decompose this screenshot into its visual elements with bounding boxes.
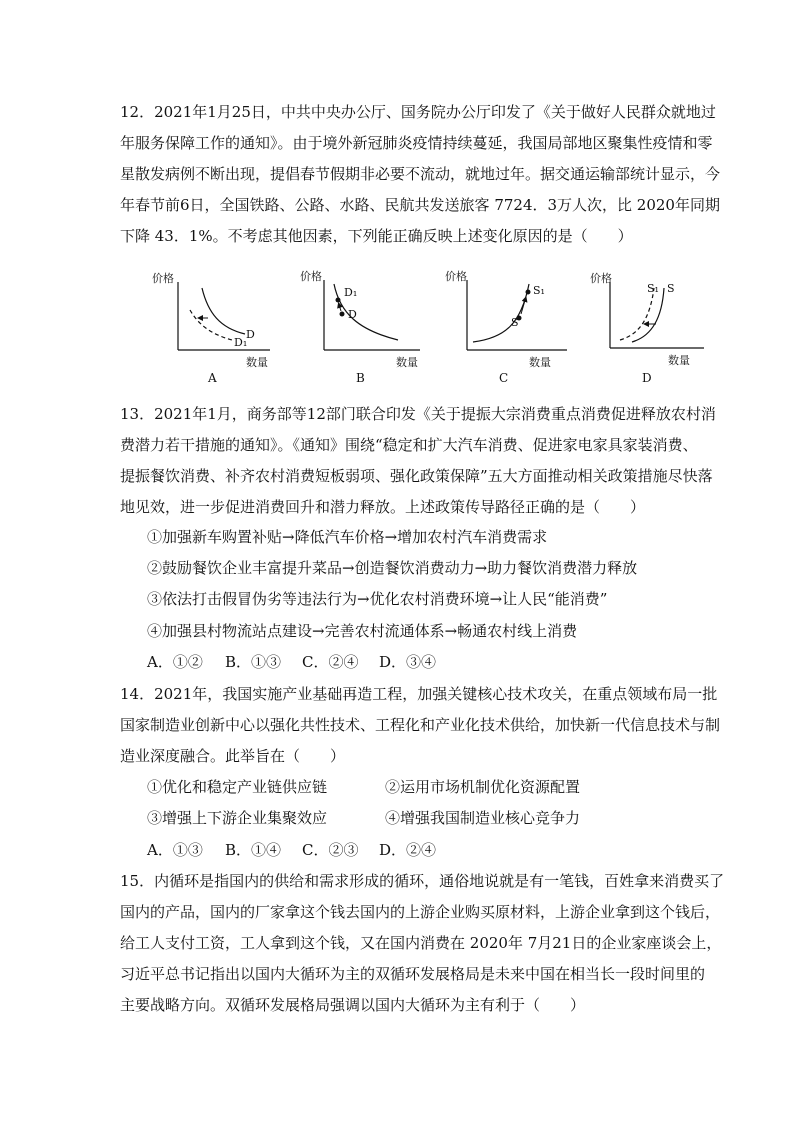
q13-choice-d[interactable]: D．③④	[379, 653, 437, 671]
point-d1	[336, 298, 341, 303]
option-label: A	[208, 371, 217, 385]
curve-label: D₁	[234, 336, 248, 349]
point-s1	[526, 290, 531, 295]
q12-line: 12．2021年1月25日，中共中央办公厅、国务院办公厅印发了《关于做好人民群众就地过	[120, 103, 716, 121]
q14-choice-b[interactable]: B．①④	[225, 841, 282, 859]
q14-line: 造业深度融合。此举旨在（ ）	[120, 747, 346, 765]
q14-item: ③增强上下游企业集聚效应	[147, 809, 328, 827]
y-axis-label: 价格	[152, 272, 174, 285]
q14-item: ②运用市场机制优化资源配置	[385, 778, 581, 796]
q13-item: ④加强县村物流站点建设→完善农村流通体系→畅通农村线上消费	[147, 622, 578, 640]
q13-choice-a[interactable]: A．①②	[147, 653, 203, 671]
q14-line: 14．2021年，我国实施产业基础再造工程，加强关键核心技术攻关，在重点领域布局一批	[120, 685, 718, 703]
graph-a	[150, 268, 280, 388]
q12-line: 下降 43．1%。不考虑其他因素，下列能正确反映上述变化原因的是（ ）	[120, 227, 633, 245]
q14-item: ①优化和稳定产业链供应链	[147, 778, 328, 796]
option-label: D	[642, 371, 652, 385]
x-axis-label: 数量	[529, 356, 551, 369]
q14-choice-c[interactable]: C．②③	[302, 841, 359, 859]
q15-line: 给工人支付工资，工人拿到这个钱，又在国内消费在 2020年 7月21日的企业家座谈会上，	[120, 934, 722, 952]
q13-line: 提振餐饮消费、补齐农村消费短板弱项、强化政策保障”五大方面推动相关政策措施尽快落	[120, 467, 713, 485]
q12-line: 年春节前6日，全国铁路、公路、水路、民航共发送旅客 7724．3万人次，比 2020年同期	[120, 196, 720, 214]
q14-item: ④增强我国制造业核心竞争力	[385, 809, 581, 827]
question-15	[120, 866, 725, 1021]
q13-item: ③依法打击假冒伪劣等违法行为→优化农村消费环境→让人民“能消费”	[147, 590, 608, 608]
movement-arrow	[521, 297, 526, 314]
x-axis-label: 数量	[668, 354, 690, 367]
graph-c	[445, 268, 575, 388]
demand-curve-d	[202, 288, 245, 334]
question-12	[120, 97, 721, 252]
x-axis-label: 数量	[396, 356, 418, 369]
curve-label: D	[246, 328, 255, 341]
q12-line: 年服务保障工作的通知》。由于境外新冠肺炎疫情持续蔓延，我国局部地区聚集性疫情和零	[120, 134, 713, 152]
y-axis-label: 价格	[445, 270, 467, 283]
y-axis-label: 价格	[300, 270, 322, 283]
q12-line: 星散发病例不断出现，提倡春节假期非必要不流动，就地过年。据交通运输部统计显示，今	[120, 165, 721, 183]
point-label: D₁	[344, 286, 358, 299]
point-label: D	[348, 308, 357, 321]
q13-line: 地见效，进一步促进消费回升和潜力释放。上述政策传导路径正确的是（ ）	[120, 498, 646, 516]
q13-item: ②鼓励餐饮企业丰富提升菜品→创造餐饮消费动力→助力餐饮消费潜力释放	[147, 559, 638, 577]
graph-b	[300, 268, 430, 388]
point-label: S₁	[533, 284, 545, 297]
q14-choice-d[interactable]: D．②④	[379, 841, 437, 859]
q13-item: ①加强新车购置补贴→降低汽车价格→增加农村汽车消费需求	[147, 528, 548, 546]
x-axis-label: 数量	[246, 356, 268, 369]
option-label: B	[356, 371, 365, 385]
option-label: C	[499, 371, 509, 385]
q15-line: 国内的产品，国内的厂家拿这个钱去国内的上游企业购买原材料，上游企业拿到这个钱后，	[120, 903, 721, 921]
q14-choice-a[interactable]: A．①③	[147, 841, 203, 859]
q13-line: 13．2021年1月，商务部等12部门联合印发《关于提振大宗消费重点消费促进释放农村消	[120, 405, 716, 423]
point-d	[340, 312, 345, 317]
question-13	[120, 399, 716, 523]
supply-curve-s	[632, 288, 664, 342]
q15-line: 15．内循环是指国内的供给和需求形成的循环，通俗地说就是有一笔钱，百姓拿来消费买了	[120, 872, 725, 890]
supply-curve	[473, 284, 529, 342]
question-14	[120, 679, 721, 772]
y-axis-label: 价格	[590, 272, 612, 285]
q13-choice-c[interactable]: C．②④	[302, 653, 359, 671]
q13-choice-b[interactable]: B．①③	[225, 653, 282, 671]
point-label: S	[511, 316, 519, 329]
curve-label: S	[667, 282, 675, 295]
q13-line: 费潜力若干措施的通知》。《通知》围绕“稳定和扩大汽车消费、促进家电家具家装消费、	[120, 436, 698, 454]
q14-line: 国家制造业创新中心以强化共性技术、工程化和产业化技术供给，加快新一代信息技术与制	[120, 716, 721, 734]
q15-line: 主要战略方向。双循环发展格局强调以国内大循环为主有利于（ ）	[120, 996, 586, 1014]
demand-curve-d1	[190, 310, 232, 340]
q15-line: 习近平总书记指出以国内大循环为主的双循环发展格局是未来中国在相当长一段时间里的	[120, 965, 706, 983]
curve-label: S₁	[647, 282, 659, 295]
graph-d	[590, 268, 710, 388]
